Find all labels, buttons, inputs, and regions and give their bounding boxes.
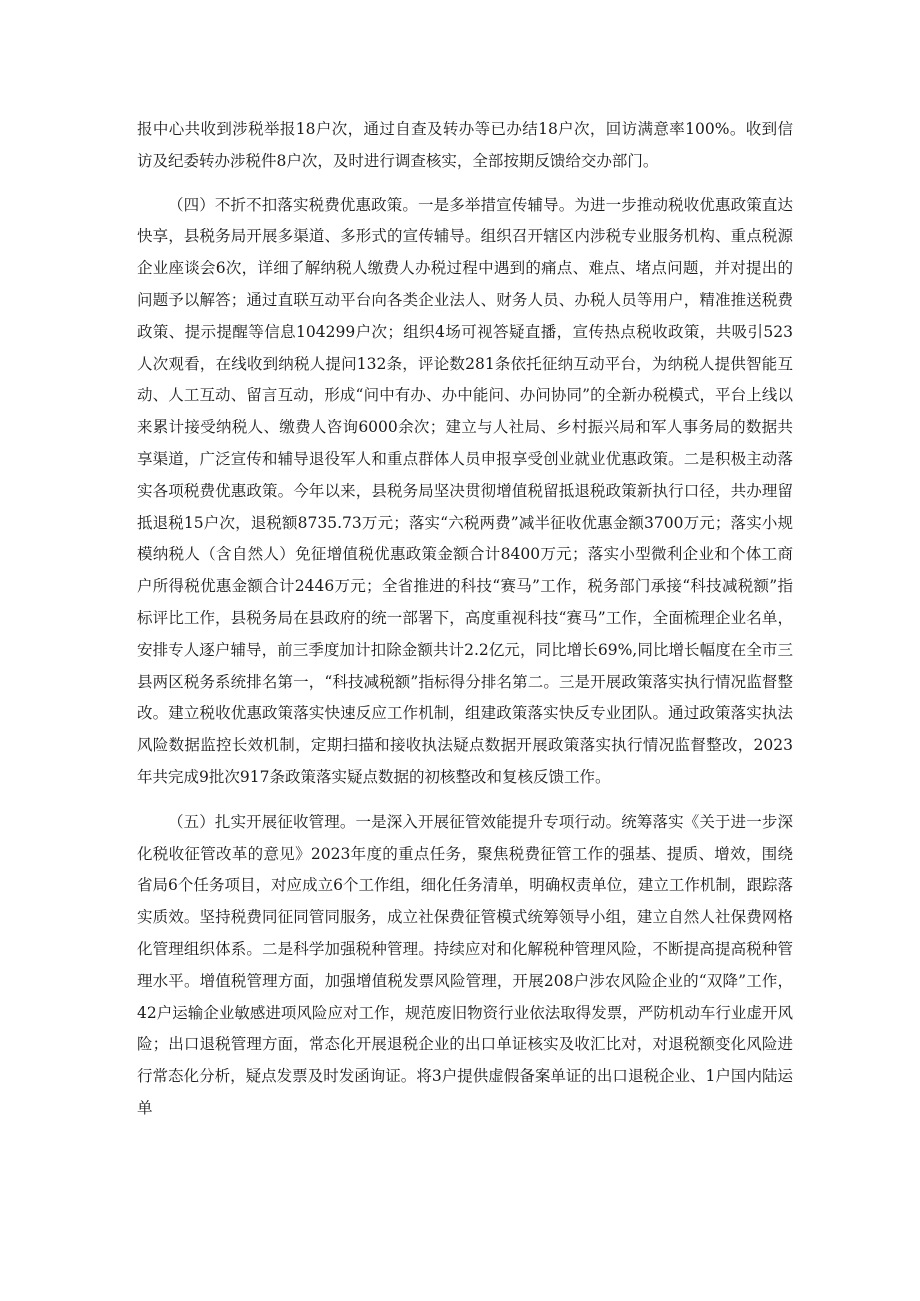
paragraph-continuation: 报中心共收到涉税举报18户次，通过自查及转办等已办结18户次，回访满意率100%。收到信访及纪委转办涉税件8户次，及时进行调查核实，全部按期反馈给交办部门。 — [137, 120, 793, 170]
paragraph-section-4-tax-incentives: （四）不折不扣落实税费优惠政策。一是多举措宣传辅导。为进一步推动税收优惠政策直达快享，县税务局开展多渠道、多形式的宣传辅导。组织召开辖区内涉税专业服务机构、重点税源企业座谈会6次，详细了解纳税人缴费人办税过程中遇到的痛点、难点、堵点问题，并对提出的问题予以解答；通过直联互动平台向各类企业法人、财务人员、办税人员等用户，精准推送税费政策、提示提醒等信息104299户次；组织4场可视答疑直播，宣传热点税收政策，共吸引523人次观看，在线收到纳税人提问132条，评论数281条依托征纳互动平台，为纳税人提供智能互动、人工互动、留言互动，形成“问中有办、办中能问、办问协同”的全新办税模式，平台上线以来累计接受纳税人、缴费人咨询6000余次；建立与人社局、乡村振兴局和军人事务局的数据共享渠道，广泛宣传和辅导退役军人和重点群体人员申报享受创业就业优惠政策。二是积极主动落实各项税费优惠政策。今年以来，县税务局坚决贯彻增值税留抵退税政策新执行口径，共办理留抵退税15户次，退税额8735.73万元；落实“六税两费”减半征收优惠金额3700万元；落实小规模纳税人（含自然人）免征增值税优惠政策金额合计8400万元；落实小型微利企业和个体工商户所得税优惠金额合计2446万元；全省推进的科技“赛马”工作，税务部门承接“科技减税额”指标评比工作，县税务局在县政府的统一部署下，高度重视科技“赛马”工作，全面梳理企业名单，安排专人逐户辅导，前三季度加计扣除金额共计2.2亿元，同比增长69%,同比增长幅度在全市三县两区税务系统排名第一，“科技减税额”指标得分排名第二。三是开展政策落实执行情况监督整改。建立税收优惠政策落实快速反应工作机制，组建政策落实快反专业团队。通过政策落实执法风险数据监控长效机制，定期扫描和接收执法疑点数据开展政策落实执行情况监督整改，2023年共完成9批次917条政策落实疑点数据的初核整改和复核反馈工作。 — [137, 195, 793, 786]
document-page — [137, 114, 793, 1125]
paragraph-section-5-collection-management: （五）扎实开展征收管理。一是深入开展征管效能提升专项行动。统筹落实《关于进一步深化税收征管改革的意见》2023年度的重点任务，聚焦税费征管工作的强基、提质、增效，围绕省局6个任务项目，对应成立6个工作组，细化任务清单，明确权责单位，建立工作机制，跟踪落实质效。坚持税费同征同管同服务，成立社保费征管模式统筹领导小组，建立自然人社保费网格化管理组织体系。二是科学加强税种管理。持续应对和化解税种管理风险，不断提高提高税种管理水平。增值税管理方面，加强增值税发票风险管理，开展208户涉农风险企业的“双降”工作，42户运输企业敏感进项风险应对工作，规范废旧物资行业依法取得发票，严防机动车行业虚开风险；出口退税管理方面，常态化开展退税企业的出口单证核实及收汇比对，对退税额变化风险进行常态化分析，疑点发票及时发函询证。将3户提供虚假备案单证的出口退税企业、1户国内陆运单 — [137, 812, 793, 1117]
